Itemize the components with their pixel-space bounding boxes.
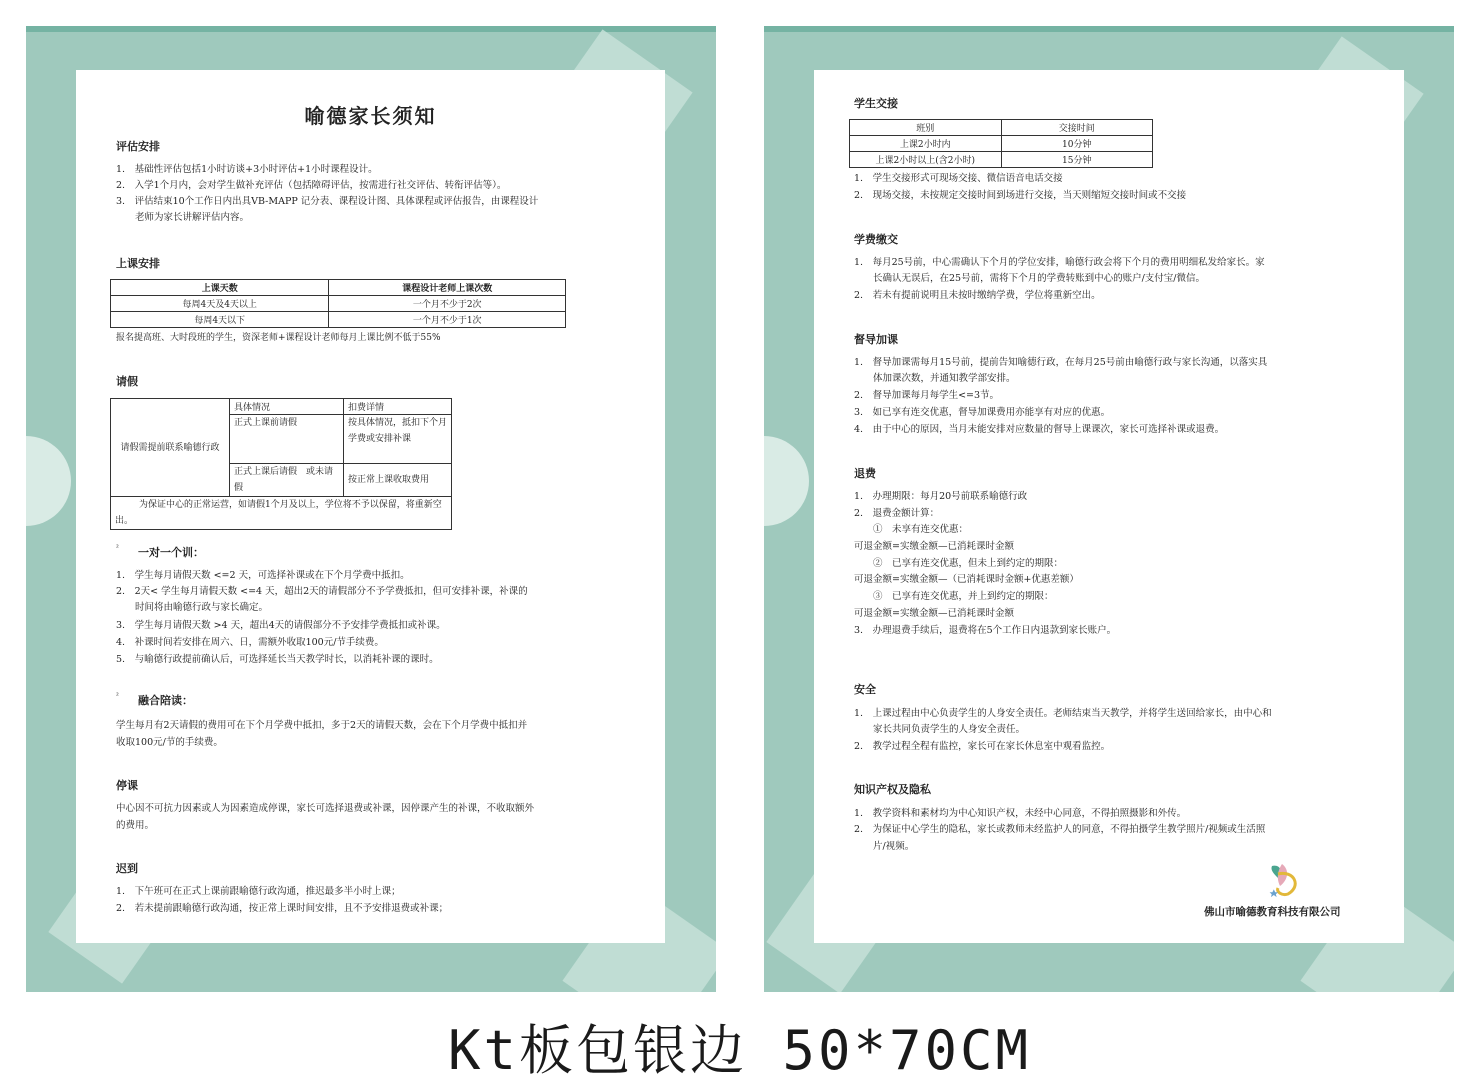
table-cell: 上课2小时以上(含2小时) (850, 152, 1002, 168)
list-item: 长确认无误后，在25号前，需将下个月的学费转账到中心的账户/支付宝/微信。 (854, 273, 1205, 284)
table-header: 课程设计老师上课次数 (329, 280, 566, 296)
list-item: 2. 2天< 学生每月请假天数 <=4 天，超出2天的请假部分不予学费抵扣，但可安排补课，补课的 (116, 586, 528, 597)
list-item: 3. 如已享有连交优惠，督导加课费用亦能享有对应的优惠。 (854, 407, 1111, 418)
list-item: 1. 学生交接形式可现场交接、微信语音电话交接 (854, 173, 1063, 184)
list-item: ① 未享有连交优惠： (854, 524, 969, 535)
table-cell: 一个月不少于1次 (329, 312, 566, 328)
section-heading-one-on-one: 一对一个训： (138, 546, 204, 559)
list-item: 片/视频。 (854, 841, 915, 852)
table-cell: 正式上课前请假 (230, 415, 344, 464)
table-cell: 每周4天及4天以上 (111, 296, 329, 312)
company-name: 佛山市喻德教育科技有限公司 (1204, 906, 1341, 918)
section-heading-refund: 退费 (854, 467, 876, 480)
paragraph-line: 收取100元/节的手续费。 (116, 737, 223, 748)
list-item: 可退金额=实缴金额—已消耗课时金额 (854, 541, 1014, 552)
top-accent (764, 26, 1454, 32)
section-heading-suspension: 停课 (116, 779, 138, 792)
table-cell: 10分钟 (1001, 136, 1153, 152)
list-item: 2. 现场交接，未按规定交接时间到场进行交接，当天则缩短交接时间或不交接 (854, 190, 1187, 201)
list-item: ③ 已享有连交优惠，并上到约定的期限： (854, 591, 1054, 602)
section-heading-late: 迟到 (116, 862, 138, 875)
table-header: 扣费详情 (344, 399, 452, 415)
list-item: 2. 为保证中心学生的隐私，家长或教师未经监护人的同意，不得拍摄学生教学照片/视频或生活照 (854, 824, 1266, 835)
list-item: 3. 办理退费手续后，退费将在5个工作日内退款到家长账户。 (854, 625, 1117, 636)
list-item: 家长共同负责学生的人身安全责任。 (854, 724, 1026, 735)
right-document-page (814, 70, 1404, 943)
section-heading-leave: 请假 (116, 375, 138, 388)
paragraph-line: 学生每月有2天请假的费用可在下个月学费中抵扣，多于2天的请假天数，会在下个月学费中抵扣并 (116, 720, 528, 731)
list-item: ② 已享有连交优惠，但未上到约定的期限： (854, 558, 1064, 569)
table-cell: 按具体情况，抵扣下个月学费或安排补课 (344, 415, 452, 464)
company-logo-icon (1264, 860, 1304, 900)
section-heading-fees: 学费缴交 (854, 233, 898, 246)
list-item: 1. 每月25号前，中心需确认下个月的学位安排，喻德行政会将下个月的费用明细私发给家长。家 (854, 257, 1265, 268)
table-cell: 为保证中心的正常运营，如请假1个月及以上，学位将不予以保留，将重新空出。 (111, 497, 452, 530)
list-item: 1. 办理期限：每月20号前联系喻德行政 (854, 491, 1028, 502)
list-item: 2. 若未有提前说明且未按时缴纳学费，学位将重新空出。 (854, 290, 1101, 301)
paragraph-line: 的费用。 (116, 820, 155, 831)
top-accent (26, 26, 716, 32)
list-item: 1. 下午班可在正式上课前跟喻德行政沟通，推迟最多半小时上课； (116, 886, 401, 897)
classes-note: 报名提高班、大时段班的学生，资深老师+课程设计老师每月上课比例不低于55% (116, 333, 441, 343)
table-cell: 按正常上课收取费用 (344, 464, 452, 497)
list-item: 时间将由喻德行政与家长确定。 (116, 602, 269, 613)
list-item: 1. 教学资料和素材均为中心知识产权，未经中心同意，不得拍照摄影和外传。 (854, 808, 1187, 819)
list-item: 2. 教学过程全程有监控，家长可在家长休息室中观看监控。 (854, 741, 1111, 752)
right-poster-panel (764, 26, 1454, 992)
left-document-page (76, 70, 665, 943)
list-item: 4. 补课时间若安排在周六、日，需额外收取100元/节手续费。 (116, 637, 384, 648)
section-heading-safety: 安全 (854, 683, 876, 696)
list-item: 可退金额=实缴金额—已消耗课时金额 (854, 608, 1014, 619)
list-item: 1. 上课过程由中心负责学生的人身安全责任。老师结束当天教学，并将学生送回给家长，由中心和 (854, 708, 1272, 719)
table-cell: 上课2小时内 (850, 136, 1002, 152)
list-item: 2. 入学1个月内，会对学生做补充评估（包括障碍评估，按需进行社交评估、转衔评估等）。 (116, 180, 507, 191)
table-cell: 正式上课后请假 或未请假 (230, 464, 344, 497)
page-title: 喻德家长须知 (304, 104, 437, 128)
section-heading-privacy: 知识产权及隐私 (854, 783, 931, 796)
list-item: 1. 基础性评估包括1小时访谈+3小时评估+1小时课程设计。 (116, 164, 378, 175)
bullet-mark: ² (116, 544, 119, 552)
section-heading-integration: 融合陪读： (138, 694, 193, 707)
list-item: 可退金额=实缴金额—（已消耗课时金额+优惠差额） (854, 574, 1079, 585)
section-heading-handover: 学生交接 (854, 97, 898, 110)
table-header: 班别 (850, 120, 1002, 136)
list-item: 4. 由于中心的原因，当月未能安排对应数量的督导上课课次，家长可选择补课或退费。 (854, 424, 1225, 435)
table-cell: 15分钟 (1001, 152, 1153, 168)
list-item: 2. 退费金额计算： (854, 508, 940, 519)
list-item: 5. 与喻德行政提前确认后，可选择延长当天教学时长，以消耗补课的课时。 (116, 654, 439, 665)
footer-caption: Kt板包银边 50*70CM (447, 1019, 1032, 1082)
paragraph-line: 中心因不可抗力因素或人为因素造成停课，家长可选择退费或补课，因停课产生的补课，不收取额外 (116, 803, 535, 814)
bullet-mark: ² (116, 692, 119, 700)
decor-circle (26, 436, 71, 526)
section-heading-supervision: 督导加课 (854, 333, 898, 346)
classes-table (110, 279, 566, 328)
decor-circle (764, 436, 809, 526)
left-poster-panel (26, 26, 716, 992)
leave-table (110, 398, 452, 530)
section-heading-assessment: 评估安排 (116, 140, 160, 153)
list-item: 2. 督导加课每月每学生<=3节。 (854, 390, 1000, 401)
section-heading-classes: 上课安排 (116, 257, 160, 270)
list-item: 2. 若未提前跟喻德行政沟通，按正常上课时间安排，且不予安排退费或补课； (116, 903, 449, 914)
table-header: 具体情况 (230, 399, 344, 415)
table-cell: 一个月不少于2次 (329, 296, 566, 312)
list-item: 体加课次数，并通知教学部安排。 (854, 373, 1016, 384)
table-header: 上课天数 (111, 280, 329, 296)
table-cell: 请假需提前联系喻德行政 (111, 399, 230, 497)
list-item: 1. 学生每月请假天数 <=2 天，可选择补课或在下个月学费中抵扣。 (116, 570, 410, 581)
table-cell: 每周4天以下 (111, 312, 329, 328)
list-item: 3. 评估结束10个工作日内出具VB-MAPP 记分表、课程设计图、具体课程或评估报告，由课程设计 (116, 196, 539, 207)
handover-table (849, 119, 1153, 168)
list-item: 老师为家长讲解评估内容。 (116, 212, 250, 223)
table-header: 交接时间 (1001, 120, 1153, 136)
list-item: 1. 督导加课需每月15号前，提前告知喻德行政，在每月25号前由喻德行政与家长沟通，以落实具 (854, 357, 1268, 368)
list-item: 3. 学生每月请假天数 >4 天，超出4天的请假部分不予安排学费抵扣或补课。 (116, 620, 446, 631)
